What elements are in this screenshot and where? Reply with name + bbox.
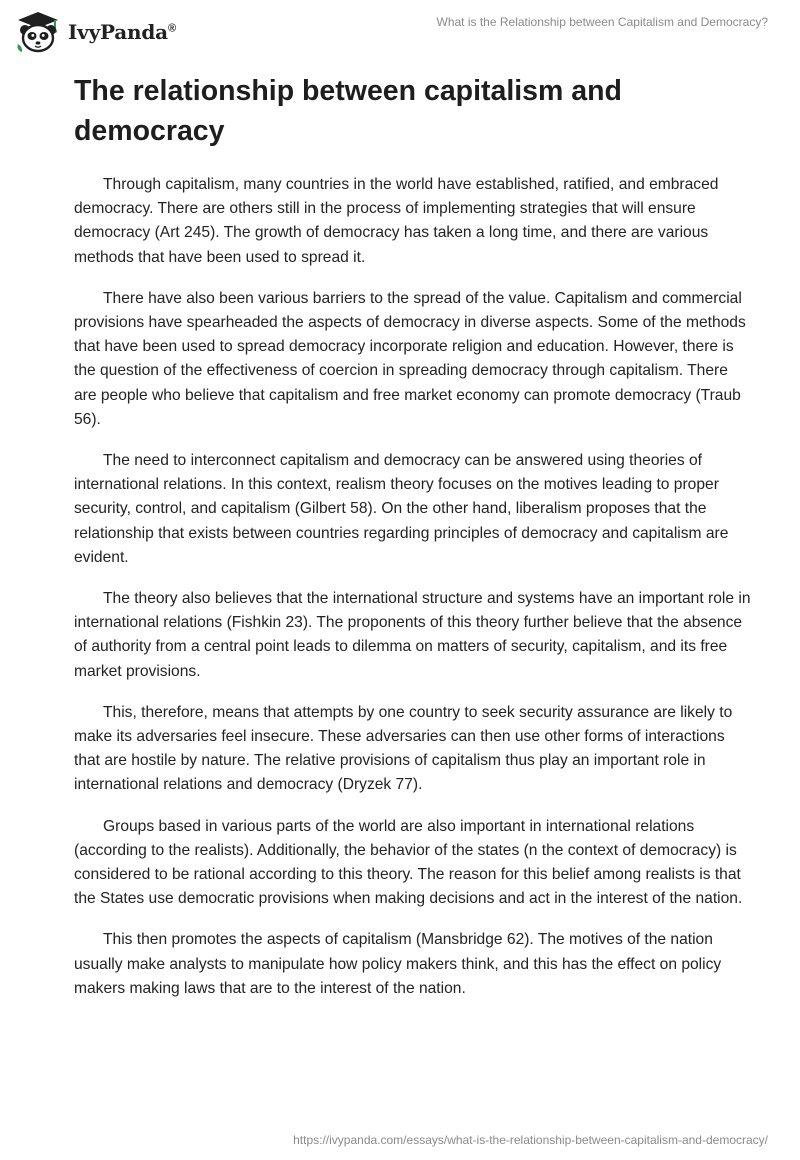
paragraph: Through capitalism, many countries in the world have established, ratified, and embraced democracy. There are others still in the process of implementing strategies that will ensure democracy (Art 245). The growth of democracy has taken a long time, and there are various methods that have been used to spread it. — [74, 176, 719, 266]
paragraph: The need to interconnect capitalism and democracy can be answered using theories of international relations. In this context, realism theory focuses on the motives leading to proper security, control, and capitalism (Gilbert 58). On the other hand, liberalism proposes that the relationship that exists between countries regarding principles of democracy and capitalism are evident. — [74, 452, 729, 566]
paragraph: The theory also believes that the international structure and systems have an important role in international relations (Fishkin 23). The proponents of this theory further believe that the absence of authority from a central point leads to dilemma on matters of security, capitalism, and its free market provisions. — [74, 590, 751, 680]
paragraph: Groups based in various parts of the world are also important in international relations (according to the realists). Additionally, the behavior of the states (n the context of democracy) is considered to be rational according to this theory. The reason for this belief among realists is that the States use democratic provisions when making decisions and act in the interest of the nation. — [74, 817, 743, 908]
paragraph: There have also been various barriers to the spread of the value. Capitalism and commercial provisions have spearheaded the aspects of democracy in diverse aspects. Some of the methods that have been used to spread democracy incorporate religion and education. However, there is the question of the effectiveness of coercion in spreading democracy through capitalism. There are people who believe that capitalism and free market economy can promote democracy (Traub 56). — [74, 289, 746, 428]
registered-mark: ® — [167, 22, 176, 35]
paragraph: This, therefore, means that attempts by one country to seek security assurance are likely to make its adversaries feel insecure. These adversaries can then use other forms of interactions that are hostile by nature. The relative provisions of capitalism thus play an important role in international relations and democracy (Dryzek 77). — [74, 703, 733, 794]
brand-name: IvyPanda® — [68, 20, 176, 44]
paragraph: This then promotes the aspects of capitalism (Mansbridge 62). The motives of the nation usually make analysts to manipulate how policy makers think, and this has the effect on policy makers making laws that are to the interest of the nation. — [74, 931, 722, 997]
article-title: The relationship between capitalism and democracy — [74, 75, 622, 147]
source-url[interactable]: https://ivypanda.com/essays/what-is-the-relationship-between-capitalism-and-democracy/ — [293, 1133, 768, 1147]
page-header — [0, 0, 800, 66]
panda-graduation-cap-icon — [14, 10, 62, 54]
ivypanda-logo[interactable] — [14, 10, 176, 54]
article-body — [74, 173, 754, 1018]
running-title: What is the Relationship between Capitalism and Democracy? — [436, 15, 768, 29]
